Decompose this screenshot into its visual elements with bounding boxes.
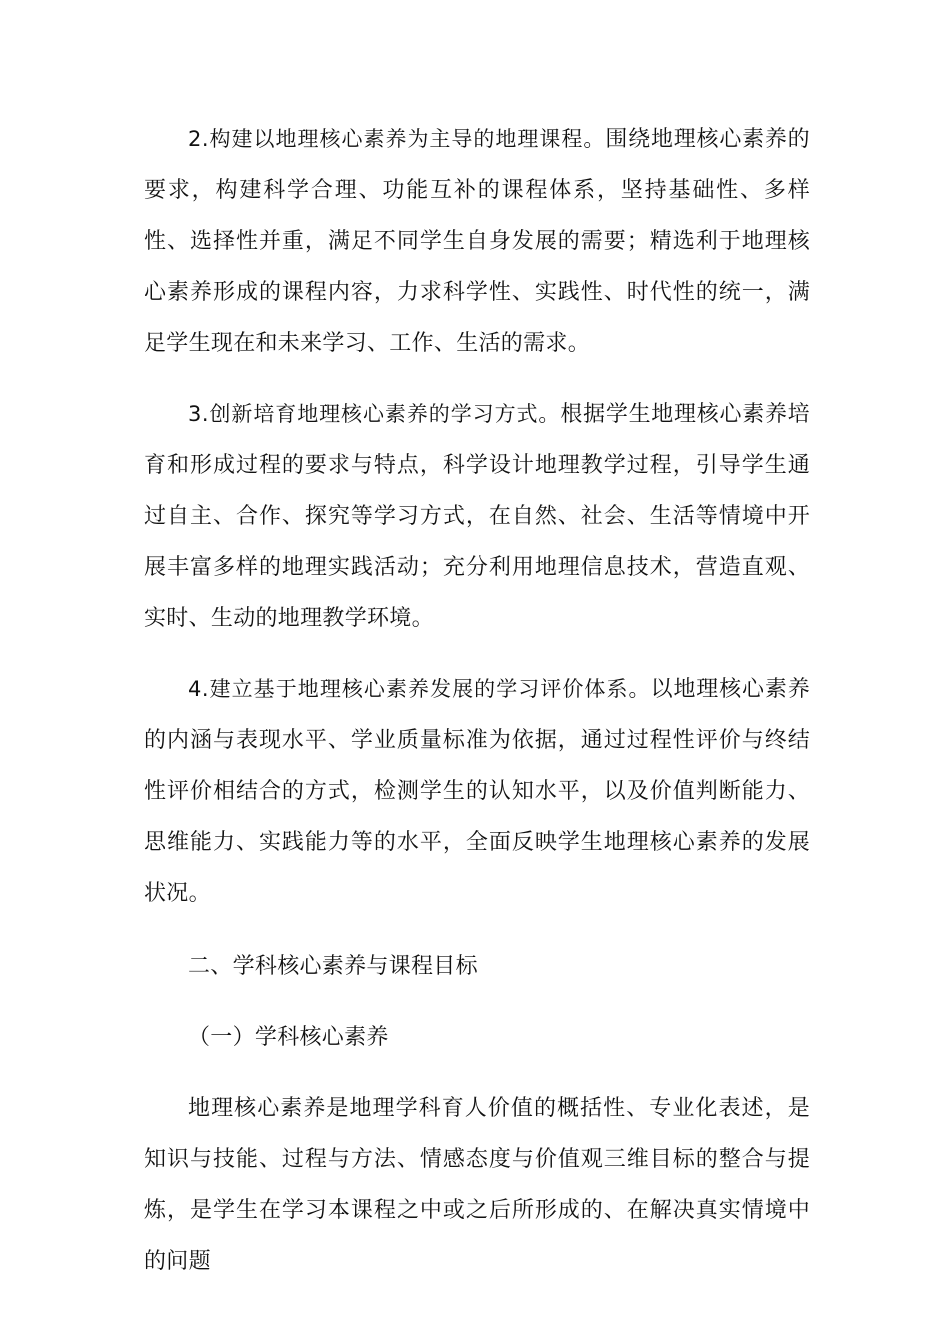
paragraph-lead: 2.构建以地理核心素养为主导的地理课程。 xyxy=(188,127,606,151)
paragraph-text: 以地理核心素养的内涵与表现水平、学业质量标准为依据，通过过程性评价与终结性评价相结合的方式，检测学生的认知水平，以及价值判断能力、思维能力、实践能力等的水平，全面反映学生地理核心素养的发展状况。 xyxy=(144,677,810,906)
document-body xyxy=(144,114,810,1287)
paragraph-lead: 3.创新培育地理核心素养的学习方式。 xyxy=(188,402,561,426)
paragraph-text: 根据学生地理核心素养培育和形成过程的要求与特点，科学设计地理教学过程，引导学生通过自主、合作、探究等学习方式，在自然、社会、生活等情境中开展丰富多样的地理实践活动；充分利用地理信息技术，营造直观、实时、生动的地理教学环境。 xyxy=(144,402,810,631)
paragraph-lead: 4.建立基于地理核心素养发展的学习评价体系。 xyxy=(188,677,651,701)
paragraph-principle-2 xyxy=(144,114,810,369)
section-heading-text: 二、学科核心素养与课程目标 xyxy=(188,954,478,979)
paragraph-core-literacy xyxy=(144,1083,810,1287)
subsection-heading-text: （一）学科核心素养 xyxy=(188,1025,389,1050)
paragraph-text: 围绕地理核心素养的要求，构建科学合理、功能互补的课程体系，坚持基础性、多样性、选择性并重，满足不同学生自身发展的需要；精选利于地理核心素养形成的课程内容，力求科学性、实践性、时代性的统一，满足学生现在和未来学习、工作、生活的需求。 xyxy=(144,127,810,356)
paragraph-text: 地理核心素养是地理学科育人价值的概括性、专业化表述，是知识与技能、过程与方法、情感态度与价值观三维目标的整合与提炼，是学生在学习本课程之中或之后所形成的、在解决真实情境中的问题 xyxy=(144,1096,810,1274)
paragraph-principle-3 xyxy=(144,389,810,644)
subsection-heading xyxy=(144,1012,810,1063)
section-heading xyxy=(144,941,810,992)
paragraph-principle-4 xyxy=(144,664,810,919)
